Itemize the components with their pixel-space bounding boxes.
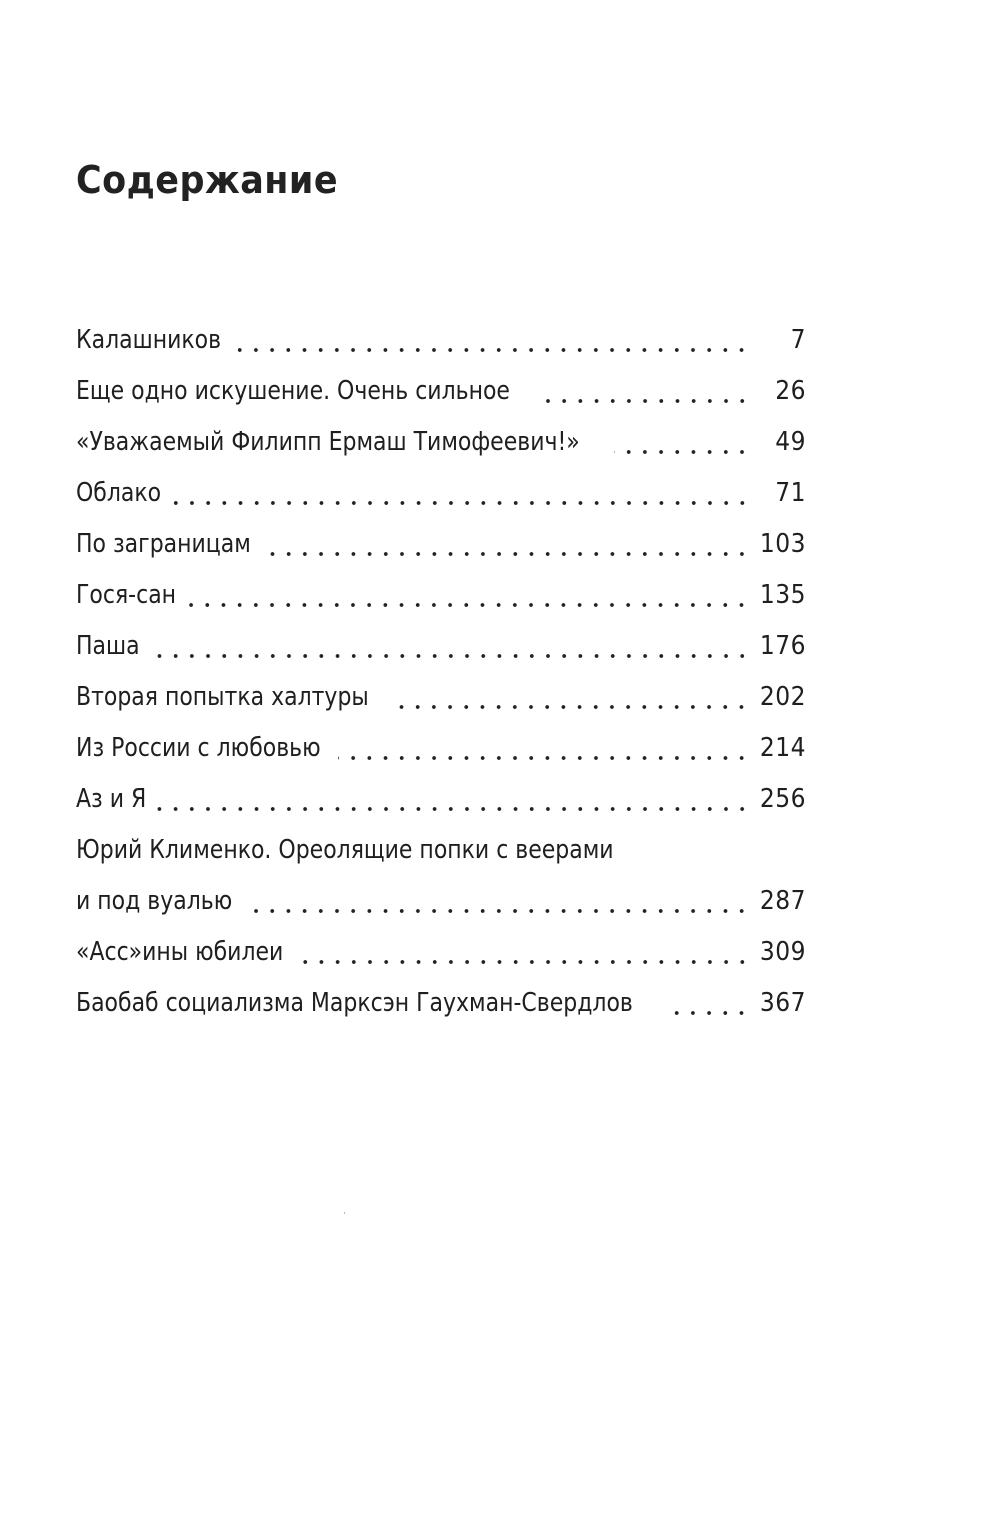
toc-entry-title: Еще одно искушение. Очень сильное [76,376,510,406]
toc-entry-page: 176 [759,631,806,661]
toc-entry [76,366,806,417]
dot-leader [670,978,750,1029]
dot-leader [389,672,750,723]
toc-entry [76,315,806,366]
toc-entry [76,570,806,621]
dot-leader [244,876,750,927]
toc-entry-page: 7 [790,325,806,355]
toc-entry [76,723,806,774]
dot-leader [184,570,750,621]
toc-entry-first-line [76,825,806,876]
toc-entry [76,519,806,570]
toc-entry [76,417,806,468]
dot-leader [338,723,750,774]
toc-entry-title: Юрий Клименко. Ореолящие попки с веерами [76,835,614,865]
toc-entry-page: 367 [759,988,806,1018]
toc-entry [76,774,806,825]
toc-entry-page: 49 [775,427,806,457]
toc-entry-title: «Уважаемый Филипп Ермаш Тимофеевич!» [76,427,580,457]
toc-entry-title: Паша [76,631,140,661]
toc-entry [76,621,806,672]
dot-leader [153,774,750,825]
toc-entry-page: 103 [759,529,806,559]
dot-leader [299,927,750,978]
dot-leader [264,519,750,570]
page-title: Содержание [76,158,338,202]
toc-entry-title: Аз и Я [76,784,147,814]
dot-leader [232,315,750,366]
toc-entry-title: и под вуалью [76,886,233,916]
toc-entry-page: 135 [759,580,806,610]
toc-entry-title: Облако [76,478,162,508]
print-speck [344,1212,345,1214]
toc-entry [76,876,806,927]
toc-entry-title: Баобаб социализма Марксэн Гаухман-Свердлов [76,988,633,1018]
dot-leader [614,417,750,468]
toc-entry-page: 26 [775,376,806,406]
toc-entry [76,672,806,723]
dot-leader [540,366,750,417]
toc-entry-title: По заграницам [76,529,251,559]
toc-entry [76,468,806,519]
toc-entry-page: 309 [759,937,806,967]
toc-entry-title: Вторая попытка халтуры [76,682,369,712]
toc-entry-page: 256 [759,784,806,814]
toc-entry-title: Из России с любовью [76,733,321,763]
toc-entry [76,927,806,978]
toc-entry [76,978,806,1029]
toc-entry-title: «Асс»ины юбилеи [76,937,284,967]
dot-leader [169,468,750,519]
toc-entry-title: Калашников [76,325,222,355]
toc-entry-page: 202 [759,682,806,712]
toc-entry-page: 214 [759,733,806,763]
dot-leader [146,621,750,672]
table-of-contents [76,315,806,1029]
toc-entry-page: 287 [759,886,806,916]
toc-entry-title: Гося-сан [76,580,177,610]
toc-entry-page: 71 [775,478,806,508]
